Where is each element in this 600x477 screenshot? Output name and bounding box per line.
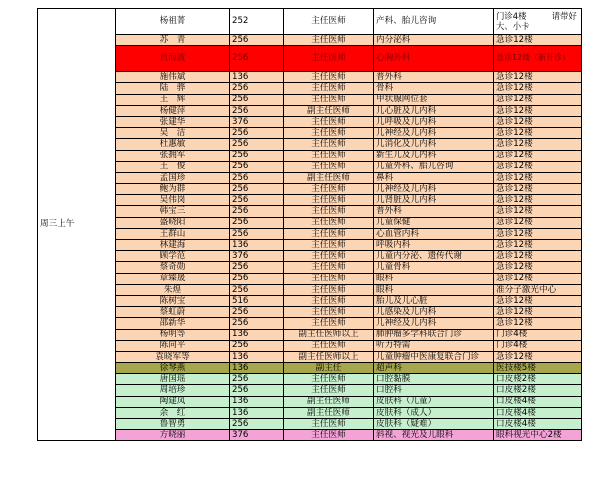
cell-fee: 376 (230, 430, 284, 441)
cell-title: 主任医师 (284, 295, 374, 306)
cell-fee: 256 (230, 385, 284, 396)
cell-fee: 256 (230, 105, 284, 116)
cell-fee: 256 (230, 172, 284, 183)
table-row (38, 139, 582, 150)
cell-dept: 儿童肿瘤中医康复联合门诊 (374, 351, 494, 362)
cell-name: 吴伟岗 (116, 195, 230, 206)
cell-dept: 产科、胎儿咨询 (374, 9, 494, 35)
cell-fee: 136 (230, 72, 284, 83)
cell-fee: 256 (230, 128, 284, 139)
cell-name: 王群山 (116, 228, 230, 239)
cell-dept: 普外科 (374, 72, 494, 83)
cell-name: 苏 青 (116, 35, 230, 46)
cell-loc: 急诊12楼 (494, 172, 582, 183)
cell-title: 主任医师 (284, 116, 374, 127)
cell-dept: 口腔科 (374, 385, 494, 396)
cell-loc: 急诊12楼（新开诊） (494, 46, 582, 72)
cell-dept: 甲状腺网位套 (374, 94, 494, 105)
cell-dept: 儿神经及儿内科 (374, 128, 494, 139)
cell-fee: 252 (230, 9, 284, 35)
cell-loc: 急诊12楼 (494, 251, 582, 262)
cell-loc: 口皮楼2楼 (494, 374, 582, 385)
cell-name: 陆 骅 (116, 83, 230, 94)
table-row (38, 240, 582, 251)
cell-dept: 眼科 (374, 284, 494, 295)
cell-loc: 急诊12楼 (494, 139, 582, 150)
cell-dept: 儿神经及儿内科 (374, 318, 494, 329)
cell-name: 顾学范 (116, 251, 230, 262)
table-row (38, 318, 582, 329)
cell-dept: 胎儿及儿心脏 (374, 295, 494, 306)
cell-title: 主任医师 (284, 385, 374, 396)
cell-name: 陶建凤 (116, 396, 230, 407)
table-row (38, 195, 582, 206)
cell-title: 主任医师 (284, 419, 374, 430)
cell-title: 主任医师 (284, 273, 374, 284)
cell-name: 张建华 (116, 116, 230, 127)
table-row (38, 105, 582, 116)
cell-name: 袁晓军等 (116, 351, 230, 362)
table-row (38, 374, 582, 385)
cell-title: 副主任医师以上 (284, 351, 374, 362)
table-row (38, 430, 582, 441)
cell-fee: 136 (230, 396, 284, 407)
table-row (38, 184, 582, 195)
cell-dept: 儿呼吸及儿内科 (374, 116, 494, 127)
cell-name: 孟国珍 (116, 172, 230, 183)
cell-fee: 136 (230, 363, 284, 374)
table-row (38, 407, 582, 418)
cell-loc: 门诊4楼 (494, 329, 582, 340)
cell-fee: 256 (230, 284, 284, 295)
cell-title: 主任医师 (284, 128, 374, 139)
cell-fee: 256 (230, 139, 284, 150)
cell-title: 副主任医师 (284, 105, 374, 116)
cell-fee: 136 (230, 240, 284, 251)
cell-loc: 急诊12楼 (494, 195, 582, 206)
cell-dept: 听力特需 (374, 340, 494, 351)
cell-loc: 急诊12楼 (494, 128, 582, 139)
cell-loc: 急诊12楼 (494, 83, 582, 94)
cell-fee: 256 (230, 46, 284, 72)
cell-fee: 136 (230, 329, 284, 340)
cell-dept: 儿肾脏及儿内科 (374, 195, 494, 206)
cell-loc: 口皮楼4楼 (494, 407, 582, 418)
cell-fee: 256 (230, 262, 284, 273)
cell-dept: 儿感染及儿内科 (374, 307, 494, 318)
cell-title: 主任医师 (284, 318, 374, 329)
cell-fee: 256 (230, 374, 284, 385)
table-row (38, 284, 582, 295)
table-row (38, 329, 582, 340)
table-row (38, 419, 582, 430)
cell-dept: 儿童保健 (374, 217, 494, 228)
cell-dept: 斜视、视光及儿眼科 (374, 430, 494, 441)
cell-dept: 普外科 (374, 206, 494, 217)
cell-title: 副主任医师 (284, 172, 374, 183)
cell-name: 唐国瑶 (116, 374, 230, 385)
cell-name: 蔡奇勋 (116, 262, 230, 273)
cell-loc: 急诊12楼 (494, 35, 582, 46)
cell-title: 主任医师 (284, 206, 374, 217)
cell-name: 林建海 (116, 240, 230, 251)
cell-name: 朱煌 (116, 284, 230, 295)
cell-dept: 呼吸内科 (374, 240, 494, 251)
cell-loc: 急诊12楼 (494, 150, 582, 161)
table-row (38, 172, 582, 183)
cell-dept: 儿童内分泌、遗传代谢 (374, 251, 494, 262)
cell-name: 施伟斌 (116, 72, 230, 83)
cell-dept: 心血管内科 (374, 228, 494, 239)
cell-title: 主任医师 (284, 83, 374, 94)
cell-name: 杜惠敏 (116, 139, 230, 150)
cell-fee: 256 (230, 217, 284, 228)
cell-loc: 急诊12楼 (494, 184, 582, 195)
cell-name: 王 辉 (116, 94, 230, 105)
cell-title: 主任医师 (284, 139, 374, 150)
cell-title: 主任医师 (284, 94, 374, 105)
table-row (38, 116, 582, 127)
cell-loc: 眼科视光中心2楼 (494, 430, 582, 441)
cell-fee: 376 (230, 251, 284, 262)
cell-loc: 急诊12楼 (494, 206, 582, 217)
cell-title: 主任医师 (284, 9, 374, 35)
cell-loc: 口皮楼4楼 (494, 396, 582, 407)
cell-loc: 急诊12楼 (494, 217, 582, 228)
table-row (38, 206, 582, 217)
table-row (38, 351, 582, 362)
cell-title: 主任医师 (284, 46, 374, 72)
cell-dept: 眼科 (374, 273, 494, 284)
cell-fee: 256 (230, 161, 284, 172)
cell-loc: 急诊12楼 (494, 307, 582, 318)
table-row (38, 9, 582, 35)
table-row (38, 228, 582, 239)
table-row (38, 295, 582, 306)
cell-loc: 急诊12楼 (494, 273, 582, 284)
table-row (38, 161, 582, 172)
cell-dept: 儿心脏及儿内科 (374, 105, 494, 116)
cell-name: 徐琴燕 (116, 363, 230, 374)
cell-title: 主任医师 (284, 217, 374, 228)
cell-dept: 儿童骨科 (374, 262, 494, 273)
cell-name: 鲁智勇 (116, 419, 230, 430)
cell-name: 肖海波 (116, 46, 230, 72)
table-row (38, 83, 582, 94)
cell-title: 副主任 (284, 363, 374, 374)
cell-title: 主任医师 (284, 150, 374, 161)
cell-title: 主任医师 (284, 284, 374, 295)
cell-name: 张拥军 (116, 150, 230, 161)
table-row (38, 385, 582, 396)
cell-title: 副主任医师以上 (284, 329, 374, 340)
cell-title: 主任医师 (284, 195, 374, 206)
cell-fee: 256 (230, 206, 284, 217)
cell-fee: 256 (230, 228, 284, 239)
table-row (38, 396, 582, 407)
cell-title: 主任医师 (284, 228, 374, 239)
cell-loc: 急诊12楼 (494, 161, 582, 172)
table-row (38, 307, 582, 318)
cell-dept: 皮肤科（成人） (374, 407, 494, 418)
cell-fee: 256 (230, 419, 284, 430)
schedule-body (38, 9, 582, 441)
day-label: 周三上午 (38, 9, 116, 441)
table-row (38, 94, 582, 105)
cell-dept: 肺肿瘤多学科联合门诊 (374, 329, 494, 340)
cell-loc: 急诊12楼 (494, 318, 582, 329)
cell-loc: 急诊12楼 (494, 240, 582, 251)
cell-fee: 256 (230, 273, 284, 284)
cell-name: 韩宝三 (116, 206, 230, 217)
cell-title: 副主任医师 (284, 396, 374, 407)
cell-title: 主任医师 (284, 262, 374, 273)
cell-name: 蔡虹蔚 (116, 307, 230, 318)
cell-loc: 门诊4楼 请带好大、小卡 (494, 9, 582, 35)
cell-fee: 256 (230, 184, 284, 195)
cell-loc: 急诊12楼 (494, 105, 582, 116)
cell-dept: 口腔黏膜 (374, 374, 494, 385)
cell-name: 鲍为群 (116, 184, 230, 195)
cell-fee: 256 (230, 35, 284, 46)
cell-title: 主任医师 (284, 161, 374, 172)
cell-loc: 医技楼5楼 (494, 363, 582, 374)
cell-loc: 口皮楼4楼 (494, 419, 582, 430)
cell-fee: 256 (230, 340, 284, 351)
cell-fee: 256 (230, 307, 284, 318)
table-row (38, 251, 582, 262)
cell-title: 主任医师 (284, 340, 374, 351)
cell-dept: 心胸外科 (374, 46, 494, 72)
cell-dept: 儿童外科、胎儿咨询 (374, 161, 494, 172)
cell-fee: 136 (230, 407, 284, 418)
cell-fee: 516 (230, 295, 284, 306)
table-row (38, 363, 582, 374)
cell-title: 主任医师 (284, 430, 374, 441)
cell-dept: 儿消化及儿内科 (374, 139, 494, 150)
cell-name: 杨明等 (116, 329, 230, 340)
cell-name: 余 红 (116, 407, 230, 418)
cell-name: 杨祖菁 (116, 9, 230, 35)
cell-loc: 急诊12楼 (494, 72, 582, 83)
cell-dept: 皮肤科（疑难） (374, 419, 494, 430)
cell-loc: 门诊4楼 (494, 340, 582, 351)
table-row (38, 340, 582, 351)
cell-fee: 256 (230, 318, 284, 329)
cell-name: 陈向平 (116, 340, 230, 351)
cell-name: 周培珍 (116, 385, 230, 396)
cell-fee: 256 (230, 83, 284, 94)
cell-title: 主任医师 (284, 72, 374, 83)
cell-loc: 急诊12楼 (494, 262, 582, 273)
cell-title: 主任医师 (284, 184, 374, 195)
cell-fee: 256 (230, 150, 284, 161)
cell-title: 主任医师 (284, 307, 374, 318)
table-row (38, 273, 582, 284)
schedule-table (37, 8, 582, 441)
table-row (38, 46, 582, 72)
cell-name: 方晓丽 (116, 430, 230, 441)
cell-dept: 超声科 (374, 363, 494, 374)
cell-name: 王 俊 (116, 161, 230, 172)
cell-loc: 急诊12楼 (494, 228, 582, 239)
table-row (38, 72, 582, 83)
cell-loc: 准分子激光中心 (494, 284, 582, 295)
table-row (38, 128, 582, 139)
cell-fee: 256 (230, 195, 284, 206)
table-row (38, 262, 582, 273)
cell-loc: 急诊12楼 (494, 295, 582, 306)
cell-name: 杨健萍 (116, 105, 230, 116)
cell-name: 章臻晟 (116, 273, 230, 284)
cell-loc: 急诊12楼 (494, 351, 582, 362)
cell-fee: 376 (230, 116, 284, 127)
cell-name: 吴 洁 (116, 128, 230, 139)
cell-name: 邵新华 (116, 318, 230, 329)
cell-dept: 鼻科 (374, 172, 494, 183)
cell-title: 主任医师 (284, 251, 374, 262)
table-row (38, 35, 582, 46)
cell-dept: 内分泌科 (374, 35, 494, 46)
cell-fee: 136 (230, 351, 284, 362)
cell-fee: 256 (230, 94, 284, 105)
cell-loc: 急诊12楼 (494, 94, 582, 105)
table-row (38, 217, 582, 228)
cell-title: 主任医师 (284, 240, 374, 251)
cell-dept: 皮肤科（儿童） (374, 396, 494, 407)
cell-name: 盛晓阳 (116, 217, 230, 228)
table-row (38, 150, 582, 161)
cell-dept: 新生儿及儿内科 (374, 150, 494, 161)
cell-title: 副主任医师 (284, 407, 374, 418)
cell-name: 陈树宝 (116, 295, 230, 306)
cell-loc: 急诊12楼 (494, 116, 582, 127)
cell-title: 主任医师 (284, 374, 374, 385)
cell-title: 主任医师 (284, 35, 374, 46)
cell-dept: 儿神经及儿内科 (374, 184, 494, 195)
cell-loc: 口皮楼2楼 (494, 385, 582, 396)
cell-dept: 骨科 (374, 83, 494, 94)
